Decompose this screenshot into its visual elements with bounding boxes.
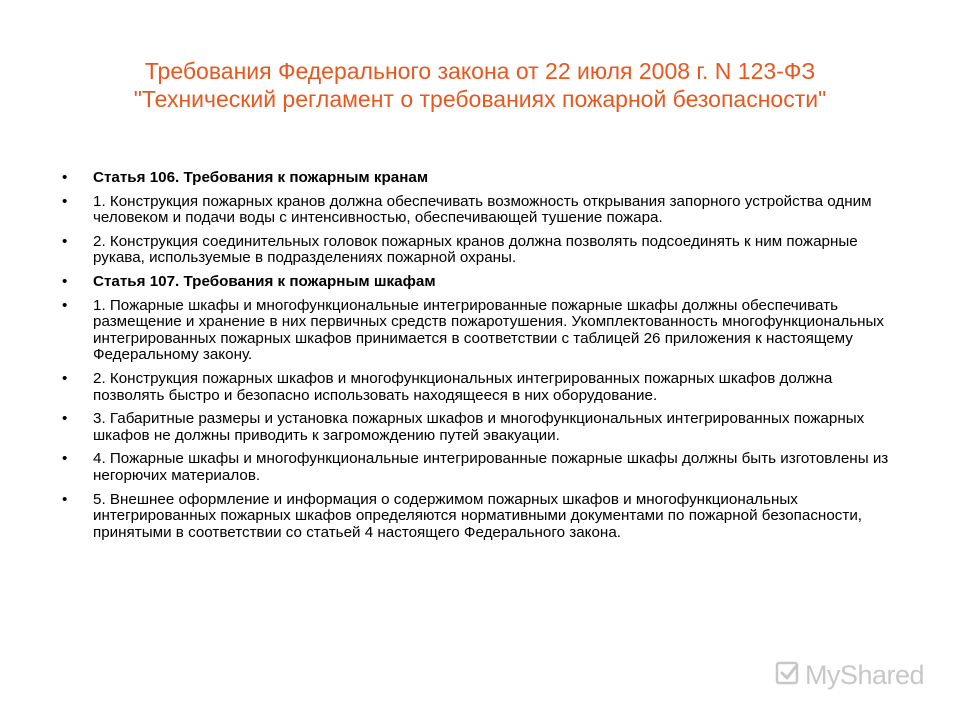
bullet-icon: • [62,232,68,250]
bullet-icon: • [62,192,68,210]
list-item [62,170,902,187]
list-item [62,274,902,291]
list-item [62,234,902,267]
list-item-text: 3. Габаритные размеры и установка пожарных шкафов и многофункциональных интегрированных пожарных шкафов не должны приводить к загромождению путей эвакуации. [93,410,865,444]
watermark-text: MyShared [804,660,924,690]
bullet-icon: • [62,450,68,468]
list-item [62,371,902,404]
bullet-icon: • [62,490,68,508]
list-item-text: 2. Конструкция соединительных головок пожарных кранов должна позволять подсоединять к ним пожарные рукава, используемые в подразделениях пожарной охраны. [93,232,858,267]
list-item-text: 5. Внешнее оформление и информация о содержимом пожарных шкафов и многофункциональных интегрированных пожарных шкафов определяются нормативными документами по пожарной безопасности, принятыми в соответствии со статьей 4 настоящего Федерального закона. [93,490,863,541]
list-item-text: 1. Конструкция пожарных кранов должна обеспечивать возможность открывания запорного устройства одним человеком и подачи воды с интенсивностью, обеспечивающей тушение пожара. [93,192,872,227]
slide-title-line-2: "Технический регламент о требованиях пожарной безопасности" [133,86,827,112]
slide-title [40,57,920,113]
bullet-icon: • [62,272,68,290]
list-item-text: Статья 106. Требования к пожарным кранам [93,169,429,186]
bullet-icon: • [62,169,68,186]
bullet-icon: • [62,410,68,428]
list-item-text: 2. Конструкция пожарных шкафов и многофункциональных интегрированных пожарных шкафов должна позволять быстро и безопасно использовать находящееся в них оборудование. [93,369,833,404]
bullet-icon: • [62,369,68,387]
list-item-text: Статья 107. Требования к пожарным шкафам [93,272,436,290]
list-item [62,451,902,484]
list-item [62,411,902,444]
bullet-icon: • [62,296,68,314]
myshared-logo-icon [775,659,801,692]
list-item-text: 1. Пожарные шкафы и многофункциональные интегрированные пожарные шкафы должны обеспечивать размещение и хранение в них первичных средств пожаротушения. Укомплектованность многофункциональных интегрированных пожарных шкафов принимается в соответствии с таблицей 26 приложения к настоящему Федеральному закону. [93,296,885,364]
list-item [62,298,902,364]
list-item [62,194,902,227]
bullet-list [62,170,902,548]
list-item-text: 4. Пожарные шкафы и многофункциональные интегрированные пожарные шкафы должны быть изготовлены из негорючих материалов. [93,450,889,484]
list-item [62,492,902,542]
slide-title-line-1: Требования Федерального закона от 22 июля 2008 г. N 123-ФЗ [144,58,816,84]
watermark [775,659,924,692]
